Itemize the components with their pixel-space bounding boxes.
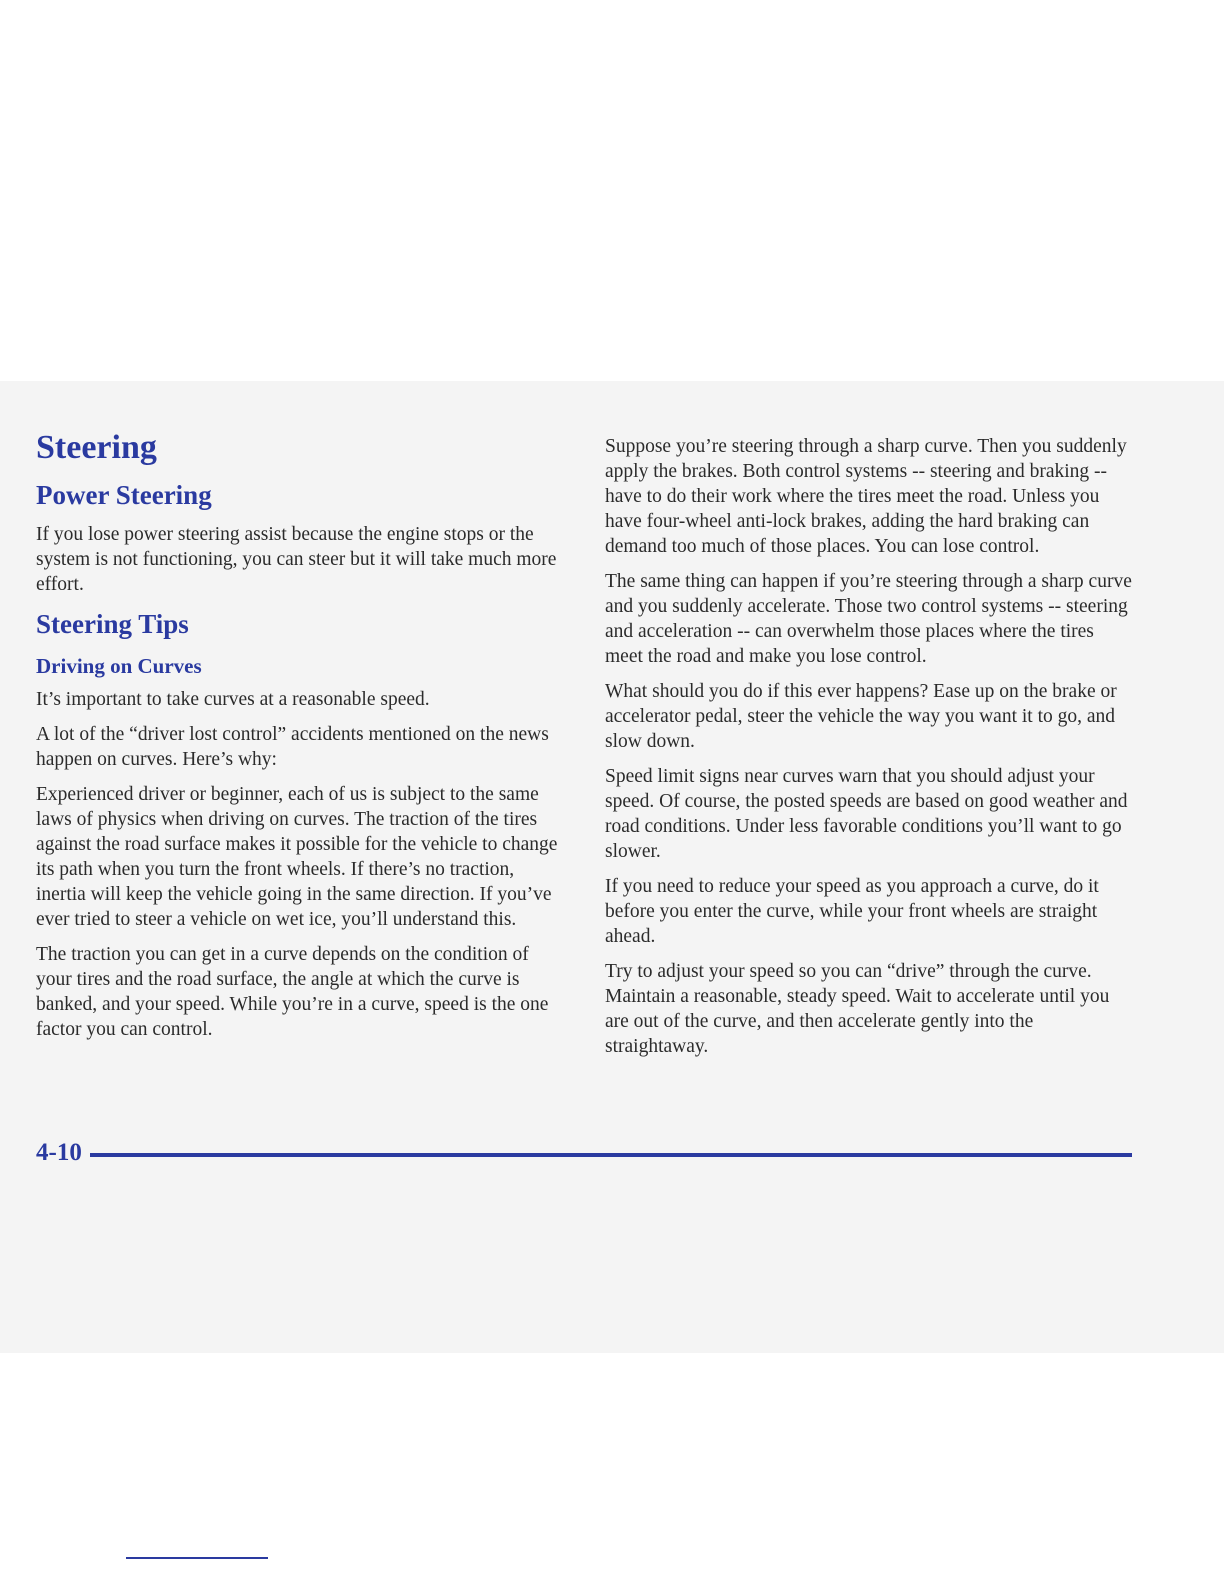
power-steering-paragraph: If you lose power steering assist because the engine stops or the system is not functioning, you can steer but it will take much more effort. [36, 524, 557, 595]
left-column [36, 428, 564, 1052]
steering-tips-heading: Steering Tips [36, 609, 189, 639]
right-paragraph-3: What should you do if this ever happens? Ease up on the brake or accelerator pedal, steer the vehicle the way you want it to go, and slow down. [605, 681, 1117, 752]
driving-on-curves-heading: Driving on Curves [36, 654, 202, 678]
section-title: Steering [36, 429, 157, 466]
right-paragraph-2: The same thing can happen if you’re steering through a sharp curve and you suddenly accelerate. Those two control systems -- steering and acceleration -- can overwhelm those places where the tires meet the road and make you lose control. [605, 571, 1132, 667]
page-number: 4-10 [36, 1139, 82, 1166]
right-paragraph-1: Suppose you’re steering through a sharp curve. Then you suddenly apply the brakes. Both control systems -- steering and braking -- have to do their work where the tires meet the road. Unless you have four-wheel anti-lock brakes, adding the hard braking can demand too much of those places. You can lose control. [605, 436, 1127, 557]
curves-paragraph-3: Experienced driver or beginner, each of us is subject to the same laws of physics when driving on curves. The traction of the tires against the road surface makes it possible for the vehicle to change its path when you turn the front wheels. If there’s no traction, inertia will keep the vehicle going in the same direction. If you’ve ever tried to steer a vehicle on wet ice, you’ll understand this. [36, 784, 558, 930]
curves-paragraph-1: It’s important to take curves at a reasonable speed. [36, 689, 430, 710]
power-steering-heading: Power Steering [36, 480, 212, 510]
right-paragraph-5: If you need to reduce your speed as you approach a curve, do it before you enter the curve, while your front wheels are straight ahead. [605, 876, 1099, 947]
curves-paragraph-2: A lot of the “driver lost control” accidents mentioned on the news happen on curves. Here’s why: [36, 724, 549, 770]
right-column [605, 434, 1135, 1069]
right-paragraph-4: Speed limit signs near curves warn that you should adjust your speed. Of course, the posted speeds are based on good weather and road conditions. Under less favorable conditions you’ll want to go slower. [605, 766, 1128, 862]
page-footer [36, 1137, 1132, 1169]
curves-paragraph-4: The traction you can get in a curve depends on the condition of your tires and the road surface, the angle at which the curve is banked, and your speed. While you’re in a curve, speed is the one factor you can control. [36, 944, 549, 1040]
bottom-divider [126, 1557, 268, 1559]
right-paragraph-6: Try to adjust your speed so you can “drive” through the curve. Maintain a reasonable, steady speed. Wait to accelerate until you are out of the curve, and then accelerate gently into the straightaway. [605, 961, 1110, 1057]
footer-rule [90, 1153, 1132, 1157]
